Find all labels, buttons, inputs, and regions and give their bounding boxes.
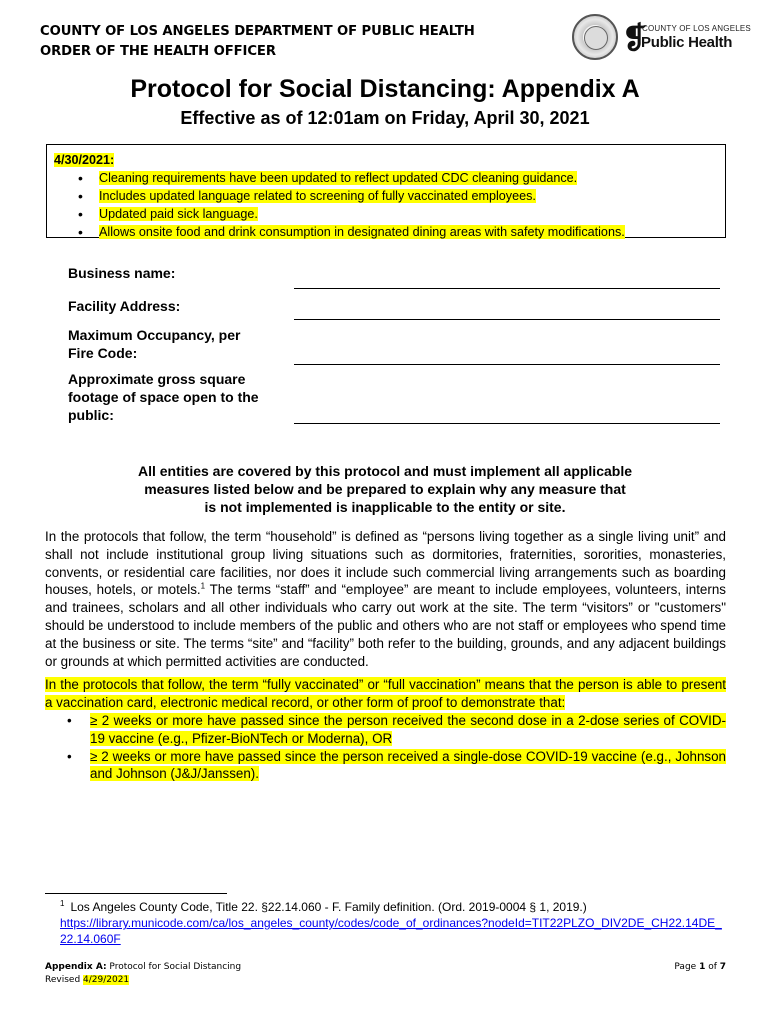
update-list — [54, 169, 725, 241]
fully-vaccinated-paragraph: In the protocols that follow, the term “fully vaccinated” or “full vaccination” means that the person is able to present a vaccination card, electronic medical record, or other form of proof to demonstrate that: — [45, 677, 726, 710]
update-date: 4/30/2021: — [54, 153, 115, 167]
max-occupancy-field[interactable] — [294, 364, 720, 365]
business-name-label: Business name: — [68, 265, 176, 281]
coverage-statement: All entities are covered by this protocol and must implement all applicable measures listed below and be prepared to explain why any measure that is not implemented is inapplicable to the entity or site. — [137, 463, 632, 515]
public-health-logo-mark-icon: ❡ — [622, 22, 648, 55]
page-subtitle: Effective as of 12:01am on Friday, April 30, 2021 — [180, 108, 590, 128]
public-health-logo — [622, 22, 751, 58]
max-occupancy-label: Maximum Occupancy, per Fire Code: — [68, 327, 241, 361]
update-item: • Includes updated language related to screening of fully vaccinated employees. — [54, 187, 725, 205]
business-name-field[interactable] — [294, 288, 720, 289]
update-item: • Updated paid sick language. — [54, 205, 725, 223]
footnote: $^1$ Los Angeles County Code, Title 22. §22.14.060 - F. Family definition. (Ord. 2019-0004 § 1, 2019.) https://library.municode.com/ca/los_angeles_county/codes/code_of_ordinances?nodeId=TIT22PLZO_DIV2DE_CH22.14DE_22.14.060F — [60, 899, 722, 946]
footer-appendix-label: Appendix A: — [45, 962, 107, 972]
update-notice-box — [46, 144, 726, 238]
footnote-link[interactable]: https://library.municode.com/ca/los_angeles_county/codes/code_of_ordinances?nodeId=TIT22PLZO_DIV2DE_CH22.14DE_22.14.060F — [60, 916, 722, 946]
footer-appendix-title: Protocol for Social Distancing — [106, 962, 242, 972]
header-order: ORDER OF THE HEALTH OFFICER — [40, 44, 276, 59]
page-title: Protocol for Social Distancing: Appendix A — [130, 75, 640, 103]
footer-revised-date: 4/29/2021 — [83, 975, 130, 985]
update-item: • Allows onsite food and drink consumption in designated dining areas with safety modifications. — [54, 223, 725, 241]
footnote-text: Los Angeles County Code, Title 22. §22.14.060 - F. Family definition. (Ord. 2019-0004 § 1, 2019.) — [70, 900, 587, 914]
criteria-item: • ≥ 2 weeks or more have passed since the person received the second dose in a 2-dose series of COVID-19 vaccine (e.g., Pfizer-BioNTech or Moderna), OR — [45, 712, 726, 748]
square-footage-label: Approximate gross square footage of space open to the public: — [68, 371, 259, 423]
footnote-divider — [45, 893, 227, 894]
page-number: Page 1 of 7 — [674, 962, 726, 972]
criteria-item: • ≥ 2 weeks or more have passed since the person received a single-dose COVID-19 vaccine (e.g., Johnson and Johnson (J&J/Janssen). — [45, 748, 726, 784]
square-footage-field[interactable] — [294, 423, 720, 424]
county-seal-icon — [572, 14, 618, 60]
document-header — [40, 22, 475, 62]
vaccination-criteria-list — [45, 712, 726, 783]
update-item: • Cleaning requirements have been updated to reflect updated CDC cleaning guidance. — [54, 169, 725, 187]
header-department: COUNTY OF LOS ANGELES DEPARTMENT OF PUBLIC HEALTH — [40, 24, 475, 39]
footnote-reference[interactable]: 1 — [200, 581, 206, 591]
logo-county-text: COUNTY OF LOS ANGELES — [642, 24, 751, 33]
logo-public-health-text: Public Health — [641, 34, 733, 51]
definitions-paragraph: In the protocols that follow, the term “household” is defined as “persons living together as a single living unit” and shall not include institutional group living situations such as dormitories, fraternities, sororities, monasteries, convents, or residential care facilities, nor does it include such commercial living arrangements such as boarding houses, hotels, or motels.$^1$ The terms “staff” and “employee” are meant to include employees, volunteers, interns and trainees, scholars and all other individuals who carry out work at the site. The term “visitors” or "customers" should be understood to include members of the public and others who are not staff or employees who spend time at the business or site. The terms “site” and “facility” both refer to the building, grounds, and any adjacent buildings or grounds at which permitted activities are conducted. — [45, 529, 726, 669]
facility-address-label: Facility Address: — [68, 298, 181, 314]
facility-address-field[interactable] — [294, 319, 720, 320]
footer-left: Appendix A: Protocol for Social Distancing Revised 4/29/2021 — [45, 962, 242, 985]
